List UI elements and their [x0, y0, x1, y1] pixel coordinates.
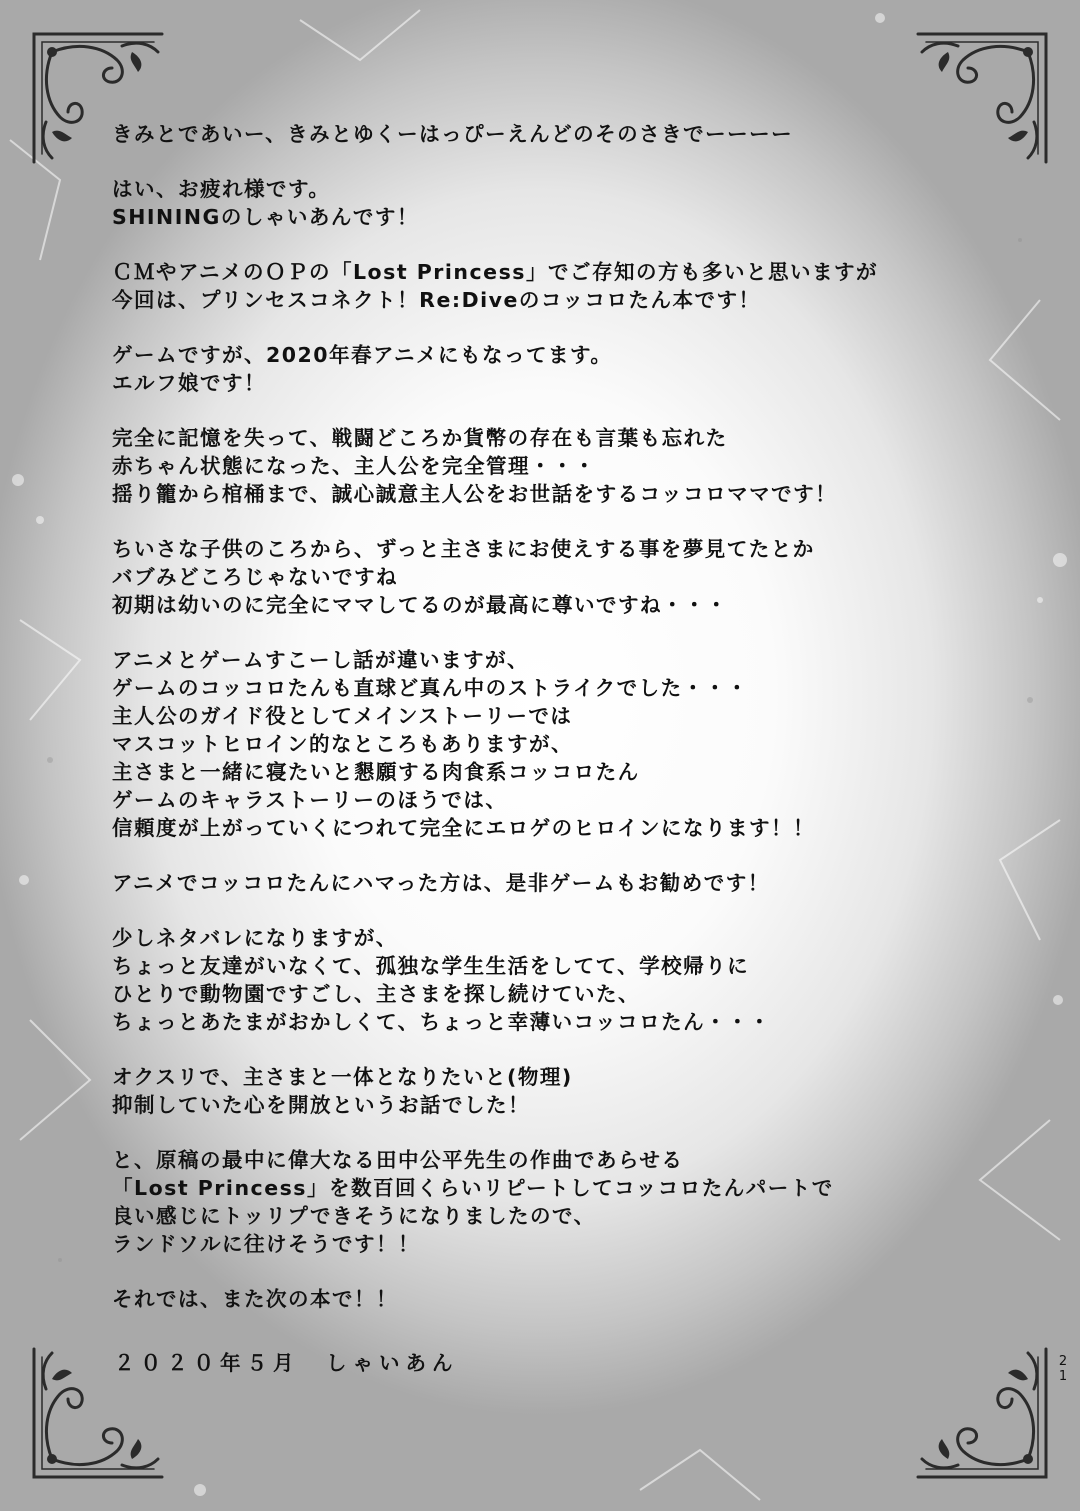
paragraph: [112, 120, 1012, 148]
afterword-body: [112, 120, 1012, 1340]
text-line: ランドソルに往けそうです！！: [112, 1232, 420, 1256]
text-line: 揺り籠から棺桶まで、誠心誠意主人公をお世話をするコッコロママです！: [112, 482, 838, 506]
paragraph: [112, 1063, 1012, 1119]
text-line: アニメでコッコロたんにハマった方は、是非ゲームもお勧めです！: [112, 871, 770, 895]
text-line: 完全に記憶を失って、戦闘どころか貨幣の存在も言葉も忘れた: [112, 426, 728, 450]
text-line: はい、お疲れ様です。: [112, 177, 331, 201]
text-line: マスコットヒロイン的なところもありますが、: [112, 732, 573, 756]
text-line: ゲームのコッコロたんも直球ど真ん中のストライクでした・・・: [112, 676, 749, 700]
paragraph: [112, 258, 1012, 314]
paragraph: [112, 869, 1012, 897]
page-number: 21: [1058, 1354, 1068, 1384]
paragraph: [112, 646, 1012, 842]
signature: ２０２０年５月 しゃいあん: [114, 1351, 459, 1375]
paragraph: [112, 1285, 1012, 1313]
text-line: ひとりで動物園ですごし、主さまを探し続けていた、: [112, 982, 640, 1006]
text-line: 主人公のガイド役としてメインストーリーでは: [112, 704, 573, 728]
text-line: 「Lost Princess」を数百回くらいリピートしてコッコロたんパートで: [112, 1176, 834, 1200]
text-line: ちょっとあたまがおかしくて、ちょっと幸薄いコッコロたん・・・: [112, 1010, 772, 1034]
paragraph: [112, 341, 1012, 397]
text-line: ちいさな子供のころから、ずっと主さまにお使えする事を夢見てたとか: [112, 537, 815, 561]
text-line: ちょっと友達がいなくて、孤独な学生生活をしてて、学校帰りに: [112, 954, 750, 978]
text-line: 今回は、プリンセスコネクト！Re:Diveのコッコロたん本です！: [112, 288, 761, 312]
paragraph: [112, 1146, 1012, 1258]
text-line: 抑制していた心を開放というお話でした！: [112, 1093, 530, 1117]
text-line: エルフ娘です！: [112, 371, 266, 395]
text-line: 良い感じにトッリプできそうになりましたので、: [112, 1204, 596, 1228]
paragraph: [112, 175, 1012, 231]
paragraph: [112, 424, 1012, 508]
text-line: SHININGのしゃいあんです！: [112, 205, 419, 229]
text-line: と、原稿の最中に偉大なる田中公平先生の作曲であらせる: [112, 1148, 684, 1172]
text-line: 主さまと一緒に寝たいと懇願する肉食系コッコロたん: [112, 760, 640, 784]
text-line: オクスリで、主さまと一体となりたいと(物理): [112, 1065, 573, 1089]
text-line: バブみどころじゃないですね: [112, 565, 398, 589]
ornament-corner-bottom-right-icon: [908, 1339, 1058, 1489]
paragraph: [112, 535, 1012, 619]
text-line: ゲームのキャラストーリーのほうでは、: [112, 788, 508, 812]
text-line: 信頼度が上がっていくにつれて完全にエロゲのヒロインになります！！: [112, 816, 815, 840]
paragraph: [112, 924, 1012, 1036]
text-line: 赤ちゃん状態になった、主人公を完全管理・・・: [112, 454, 596, 478]
text-line: 初期は幼いのに完全にママしてるのが最高に尊いですね・・・: [112, 593, 728, 617]
text-line: きみとであいー、きみとゆくーはっぴーえんどのそのさきでーーーー: [112, 122, 794, 146]
text-line: ゲームですが、2020年春アニメにもなってます。: [112, 343, 613, 367]
text-line: アニメとゲームすこーし話が違いますが、: [112, 648, 529, 672]
text-line: 少しネタバレになりますが、: [112, 926, 398, 950]
text-line: それでは、また次の本で！！: [112, 1287, 398, 1311]
text-line: ＣＭやアニメのＯＰの「Lost Princess」でご存知の方も多いと思いますが: [112, 260, 878, 284]
